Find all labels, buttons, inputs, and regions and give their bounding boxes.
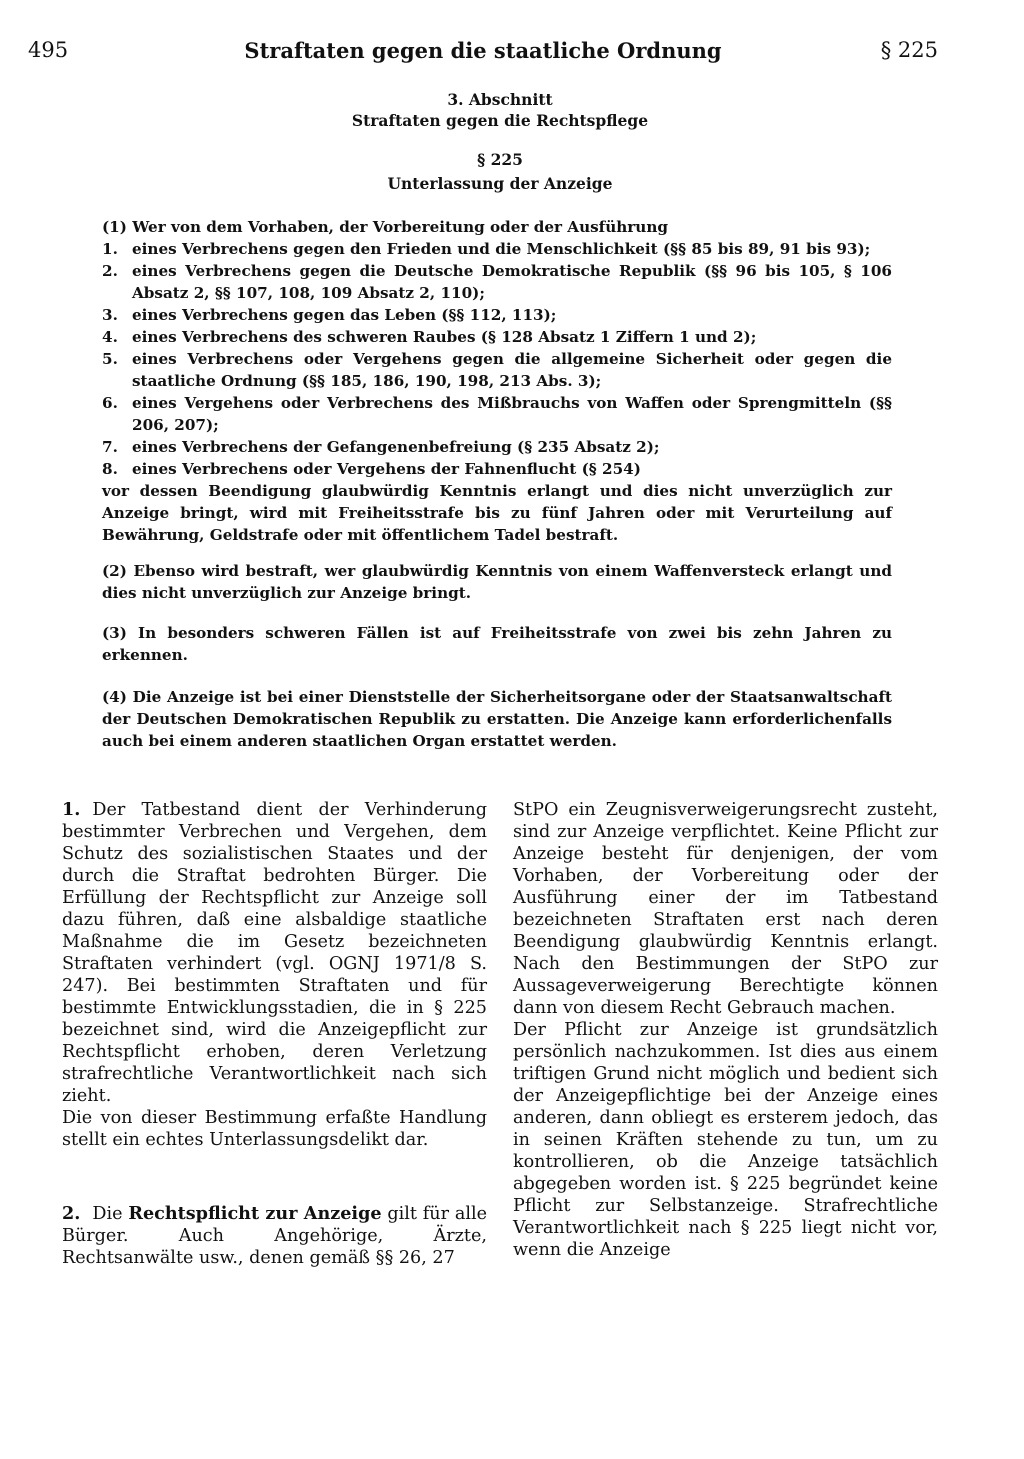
note-number: 1. [62, 799, 81, 820]
commentary-note-2-paragraph: Der Pflicht zur Anzeige ist grundsätzlich persönlich nachzukommen. Ist dies aus einem triftigen Grund nicht möglich und bedient sich der Anzeigepflichtige bei der Anzeige eines anderen, dann obliegt es ersterem jedoch, das in seinen Kräften stehende zu tun, um zu kontrollieren, ob die Anzeige tatsächlich abgegeben worden ist. § 225 begründet keine Pflicht zur Selbstanzeige. Strafrechtliche Verantwortlichkeit nach § 225 liegt nicht vor, wenn die Anzeige [513, 1020, 938, 1260]
law-item: 6. eines Vergehens oder Verbrechens des Mißbrauchs von Waffen oder Sprengmitteln (§§ 206, 207); [102, 394, 892, 434]
law-item: 3. eines Verbrechens gegen das Leben (§§ 112, 113); [102, 306, 557, 324]
law-conclusion: vor dessen Beendigung glaubwürdig Kenntnis erlangt und dies nicht unverzüglich zur Anzeige bringt, wird mit Freiheitsstrafe bis zu fünf Jahren oder mit Verurteilung auf Bewährung, Geldstrafe oder mit öffentlichem Tadel bestraft. [102, 482, 892, 544]
note-keyword: Rechtspflicht zur Anzeige [128, 1203, 382, 1224]
commentary-note-1 [62, 799, 487, 1107]
note-number: 2. [62, 1203, 81, 1224]
page-number: 495 [28, 38, 69, 62]
law-item: 2. eines Verbrechens gegen die Deutsche Demokratische Republik (§§ 96 bis 105, § 106 Absatz 2, §§ 107, 108, 109 Absatz 2, 110); [102, 262, 892, 302]
commentary-right-column [513, 799, 938, 1261]
commentary-left-column [62, 799, 487, 1269]
law-paragraph-2: (2) Ebenso wird bestraft, wer glaubwürdig Kenntnis von einem Waffenversteck erlangt und dies nicht unverzüglich zur Anzeige bringt. [102, 562, 892, 602]
commentary-note-1-continued: Die von dieser Bestimmung erfaßte Handlung stellt ein echtes Unterlassungsdelikt dar. [62, 1108, 487, 1150]
running-title: Straftaten gegen die staatliche Ordnung [244, 38, 722, 63]
paragraph-title: Unterlassung der Anzeige [387, 174, 613, 193]
law-item: 7. eines Verbrechens der Gefangenenbefreiung (§ 235 Absatz 2); [102, 438, 660, 456]
running-section: § 225 [880, 38, 938, 62]
law-paragraph-4: (4) Die Anzeige ist bei einer Dienststelle der Sicherheitsorgane oder der Staatsanwaltschaft der Deutschen Demokratischen Republik zu erstatten. Die Anzeige kann erforderlichenfalls auch bei einem anderen staatlichen Organ erstattet werden. [102, 688, 892, 750]
law-paragraph-3: (3) In besonders schweren Fällen ist auf Freiheitsstrafe von zwei bis zehn Jahren zu erkennen. [102, 624, 892, 664]
law-item: 4. eines Verbrechens des schweren Raubes (§ 128 Absatz 1 Ziffern 1 und 2); [102, 328, 757, 346]
law-item: 8. eines Verbrechens oder Vergehens der Fahnenflucht (§ 254) [102, 460, 641, 478]
law-item: 1. eines Verbrechens gegen den Frieden und die Menschlichkeit (§§ 85 bis 89, 91 bis 93); [102, 240, 871, 258]
page-header [28, 38, 938, 72]
law-paragraph-1 [102, 216, 892, 546]
chapter-number: 3. Abschnitt [447, 90, 553, 109]
law-item: 5. eines Verbrechens oder Vergehens gegen die allgemeine Sicherheit oder gegen die staatliche Ordnung (§§ 185, 186, 190, 198, 213 Abs. 3); [102, 350, 892, 390]
note-text: Der Tatbestand dient der Verhinderung bestimmter Verbrechen und Vergehen, dem Schutz des sozialistischen Staates und der durch die Straftat bedrohten Bürger. Die Erfüllung der Rechtspflicht zur Anzeige soll dazu führen, daß eine alsbaldige staatliche Maßnahme die im Gesetz bezeichneten Straftaten verhindert (vgl. OGNJ 1971/8 S. 247). Bei bestimmten Straftaten und für bestimmte Entwicklungsstadien, die in § 225 bezeichnet sind, wird die Anzeigepflicht zur Rechtspflicht erhoben, deren Verletzung strafrechtliche Verantwortlichkeit nach sich zieht. [62, 800, 487, 1106]
commentary-note-2-continued: StPO ein Zeugnisverweigerungsrecht zusteht, sind zur Anzeige verpflichtet. Keine Pflicht zur Anzeige besteht für denjenigen, der vom Vorhaben, der Vorbereitung oder der Ausführung einer der im Tatbestand bezeichneten Straftaten erst nach deren Beendigung glaubwürdig Kenntnis erlangt. Nach den Bestimmungen der StPO zur Aussageverweigerung Berechtigte können dann von diesem Recht Gebrauch machen. [513, 800, 938, 1018]
law-intro: (1) Wer von dem Vorhaben, der Vorbereitung oder der Ausführung [102, 218, 669, 236]
paragraph-number: § 225 [477, 150, 523, 169]
commentary-note-2: 2. Die Rechtspflicht zur Anzeige gilt für alle Bürger. Auch Angehörige, Ärzte, Rechtsanwälte usw., denen gemäß §§ 26, 27 [62, 1203, 487, 1268]
chapter-title: Straftaten gegen die Rechtspflege [351, 111, 649, 130]
